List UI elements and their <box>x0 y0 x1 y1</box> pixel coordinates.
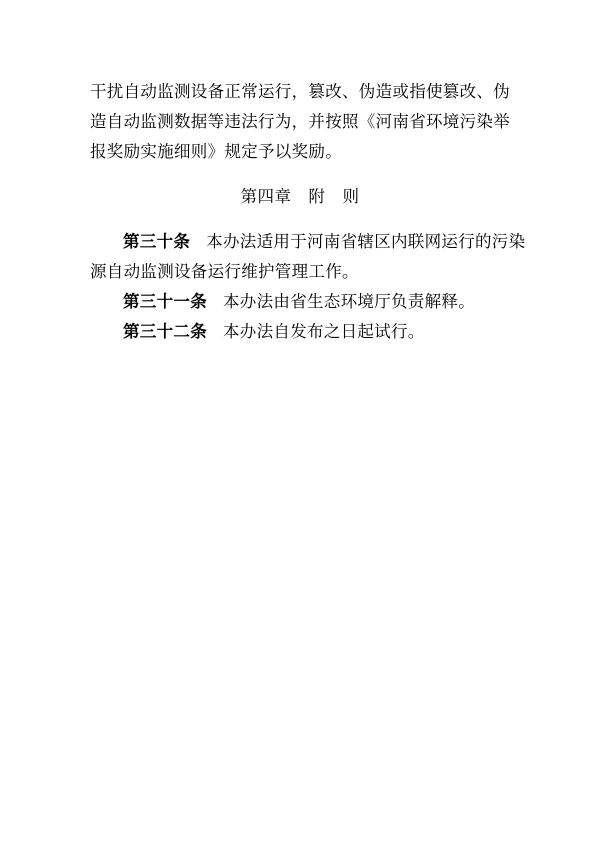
article-number: 第三十一条 <box>123 292 207 311</box>
continuation-paragraph: 干扰自动监测设备正常运行，篡改、伪造或指使篡改、伪造自动监测数据等违法行为，并按照《河南省环境污染举报奖励实施细则》规定予以奖励。 <box>90 82 510 161</box>
article-list <box>90 227 526 347</box>
chapter-title: 第四章 附 则 <box>240 187 360 206</box>
article-32 <box>90 317 526 347</box>
article-31 <box>90 287 526 317</box>
article-30 <box>90 227 526 287</box>
article-text: 本办法由省生态环境厅负责解释。 <box>223 292 475 311</box>
article-text: 本办法适用于河南省辖区内联网运行的污染源自动监测设备运行维护管理工作。 <box>90 232 526 281</box>
article-number: 第三十二条 <box>123 322 207 341</box>
article-number: 第三十条 <box>123 232 191 251</box>
article-text: 本办法自发布之日起试行。 <box>223 322 425 341</box>
